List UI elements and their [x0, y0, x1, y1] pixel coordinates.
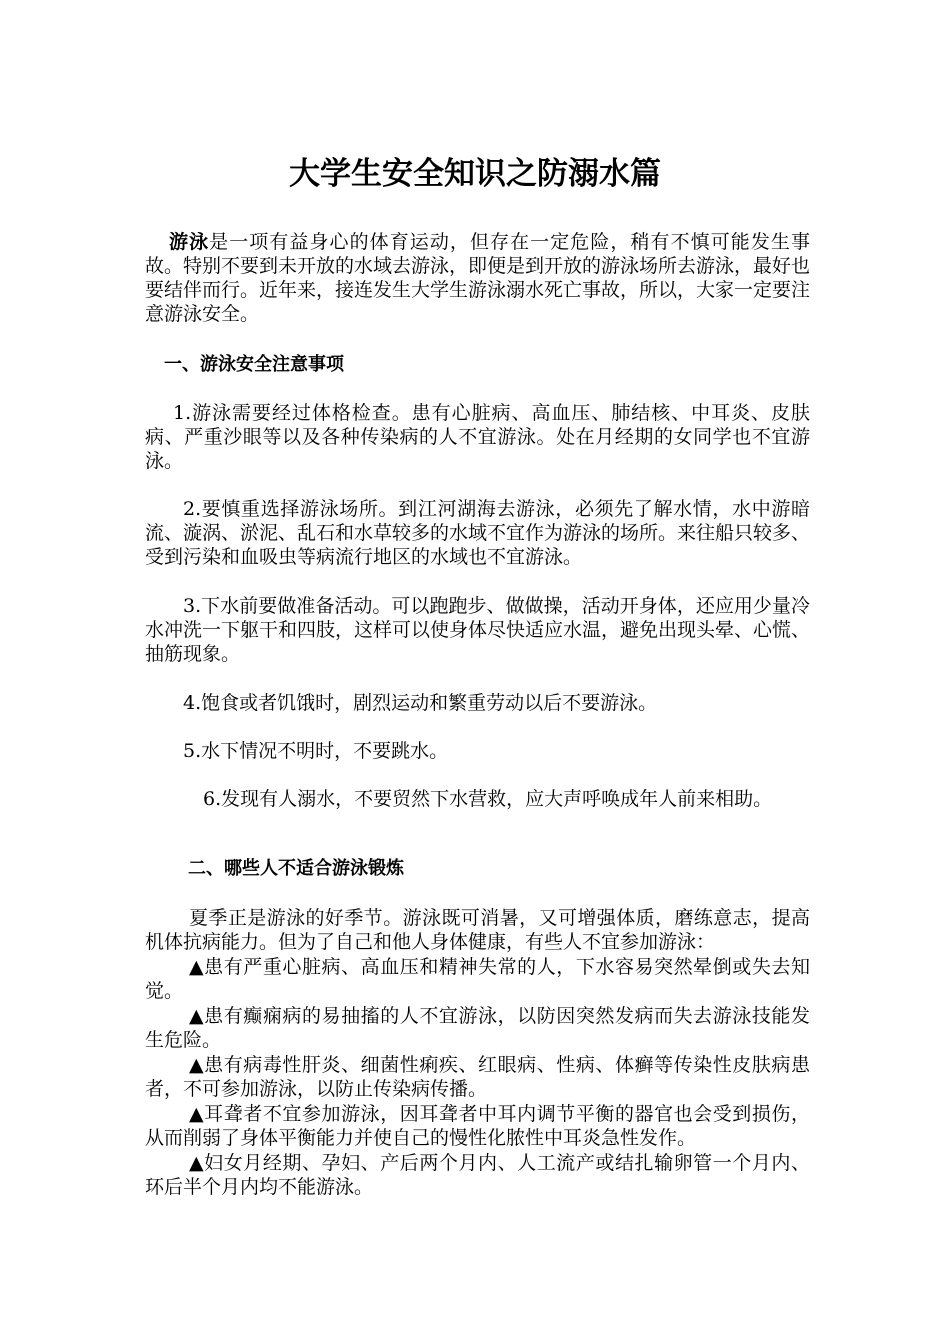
section-2-bullet-3: ▲患有病毒性肝炎、细菌性痢疾、红眼病、性病、体癣等传染性皮肤病患者，不可参加游泳，以防止传染病传播。 [145, 1054, 810, 1100]
section-1-item-4: 4.饱食或者饥饿时，剧烈运动和繁重劳动以后不要游泳。 [183, 692, 658, 714]
section-1-heading: 一、游泳安全注意事项 [164, 354, 344, 375]
section-2-bullet-4: ▲耳聋者不宜参加游泳，因耳聋者中耳内调节平衡的器官也会受到损伤，从而削弱了身体平衡能力并使自己的慢性化脓性中耳炎急性发作。 [145, 1103, 810, 1149]
section-2-intro: 夏季正是游泳的好季节。游泳既可消暑，又可增强体质，磨练意志，提高机体抗病能力。但为了自己和他人身体健康，有些人不宜参加游泳： [145, 907, 810, 953]
section-2-bullet-1: ▲患有严重心脏病、高血压和精神失常的人，下水容易突然晕倒或失去知觉。 [145, 956, 810, 1002]
section-2-bullet-5: ▲妇女月经期、孕妇、产后两个月内、人工流产或结扎输卵管一个月内、环后半个月内均不能游泳。 [145, 1152, 810, 1198]
section-1-item-6: 6.发现有人溺水，不要贸然下水营救，应大声呼唤成年人前来相助。 [203, 788, 773, 810]
section-1-item-3: 3.下水前要做准备活动。可以跑跑步、做做操，活动开身体，还应用少量冷水冲洗一下躯干和四肢，这样可以使身体尽快适应水温，避免出现头晕、心慌、抽筋现象。 [145, 595, 811, 665]
intro-lead: 游泳 [169, 231, 210, 253]
intro-paragraph [145, 230, 810, 326]
section-2-heading: 二、哪些人不适合游泳锻炼 [188, 858, 404, 879]
page-title: 大学生安全知识之防溺水篇 [289, 156, 661, 192]
section-1-item-2: 2.要慎重选择游泳场所。到江河湖海去游泳，必须先了解水情，水中游暗流、漩涡、淤泥、乱石和水草较多的水域不宜作为游泳的场所。来往船只较多、受到污染和血吸虫等病流行地区的水域也不宜游泳。 [145, 498, 811, 568]
section-1-item-5: 5.水下情况不明时，不要跳水。 [183, 740, 449, 762]
intro-text: 是一项有益身心的体育运动，但存在一定危险，稍有不慎可能发生事故。特别不要到未开放的水域去游泳，即便是到开放的游泳场所去游泳，最好也要结伴而行。近年来，接连发生大学生游泳溺水死亡事故，所以，大家一定要注意游泳安全。 [145, 231, 811, 325]
section-2-bullet-2: ▲患有癫痫病的易抽搐的人不宜游泳，以防因突然发病而失去游泳技能发生危险。 [145, 1005, 810, 1051]
section-1-item-1: 1.游泳需要经过体格检查。患有心脏病、高血压、肺结核、中耳炎、皮肤病、严重沙眼等以及各种传染病的人不宜游泳。处在月经期的女同学也不宜游泳。 [145, 402, 810, 472]
